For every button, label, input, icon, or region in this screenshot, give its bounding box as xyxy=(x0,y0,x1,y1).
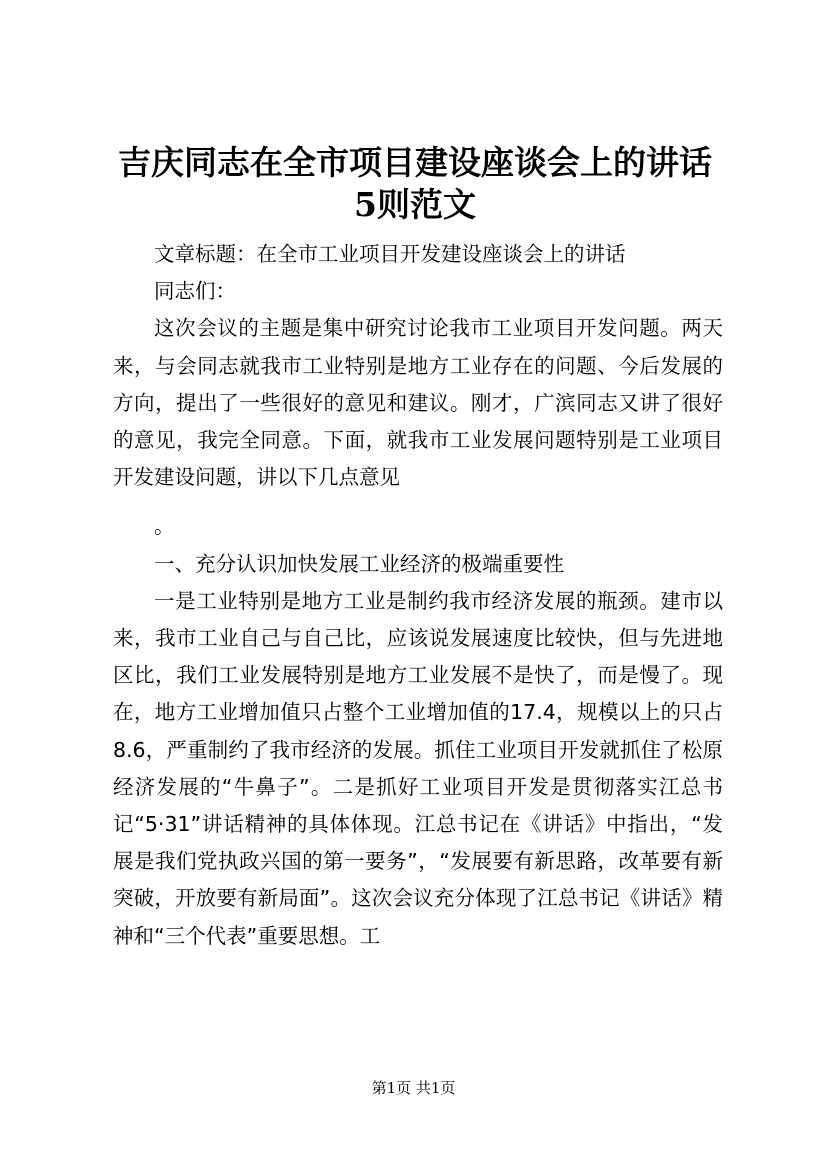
stray-period: 。 xyxy=(154,514,175,539)
document-title: 吉庆同志在全市项目建设座谈会上的讲话5则范文 xyxy=(118,143,712,224)
article-title-line: 文章标题：在全市工业项目开发建设座谈会上的讲话 xyxy=(154,242,626,266)
document-body xyxy=(113,236,723,955)
page-footer: 第1页 共1页 xyxy=(371,1079,456,1097)
salutation: 同志们： xyxy=(154,279,236,304)
intro-paragraph: 这次会议的主题是集中研究讨论我市工业项目开发问题。两天来，与会同志就我市工业特别是地方工业存在的问题、今后发展的方向，提出了一些很好的意见和建议。刚才，广滨同志又讲了很好的意见，我完全同意。下面，就我市工业发展问题特别是工业项目开发建设问题，讲以下几点意见 xyxy=(113,316,723,490)
body-paragraph: 一是工业特别是地方工业是制约我市经济发展的瓶颈。建市以来，我市工业自己与自己比，应该说发展速度比较快，但与先进地区比，我们工业发展特别是地方工业发展不是快了，而是慢了。现在，地方工业增加值只占整个工业增加值的17.4，规模以上的只占8.6，严重制约了我市经济的发展。抓住工业项目开发就抓住了松原经济发展的“牛鼻子”。二是抓好工业项目开发是贯彻落实江总书记“5·31”讲话精神的具体体现。江总书记在《讲话》中指出，“发展是我们党执政兴国的第一要务”，“发展要有新思路，改革要有新突破，开放要有新局面”。这次会议充分体现了江总书记《讲话》精神和“三个代表”重要思想。工 xyxy=(113,588,723,948)
section-heading: 一、充分认识加快发展工业经济的极端重要性 xyxy=(154,551,564,576)
